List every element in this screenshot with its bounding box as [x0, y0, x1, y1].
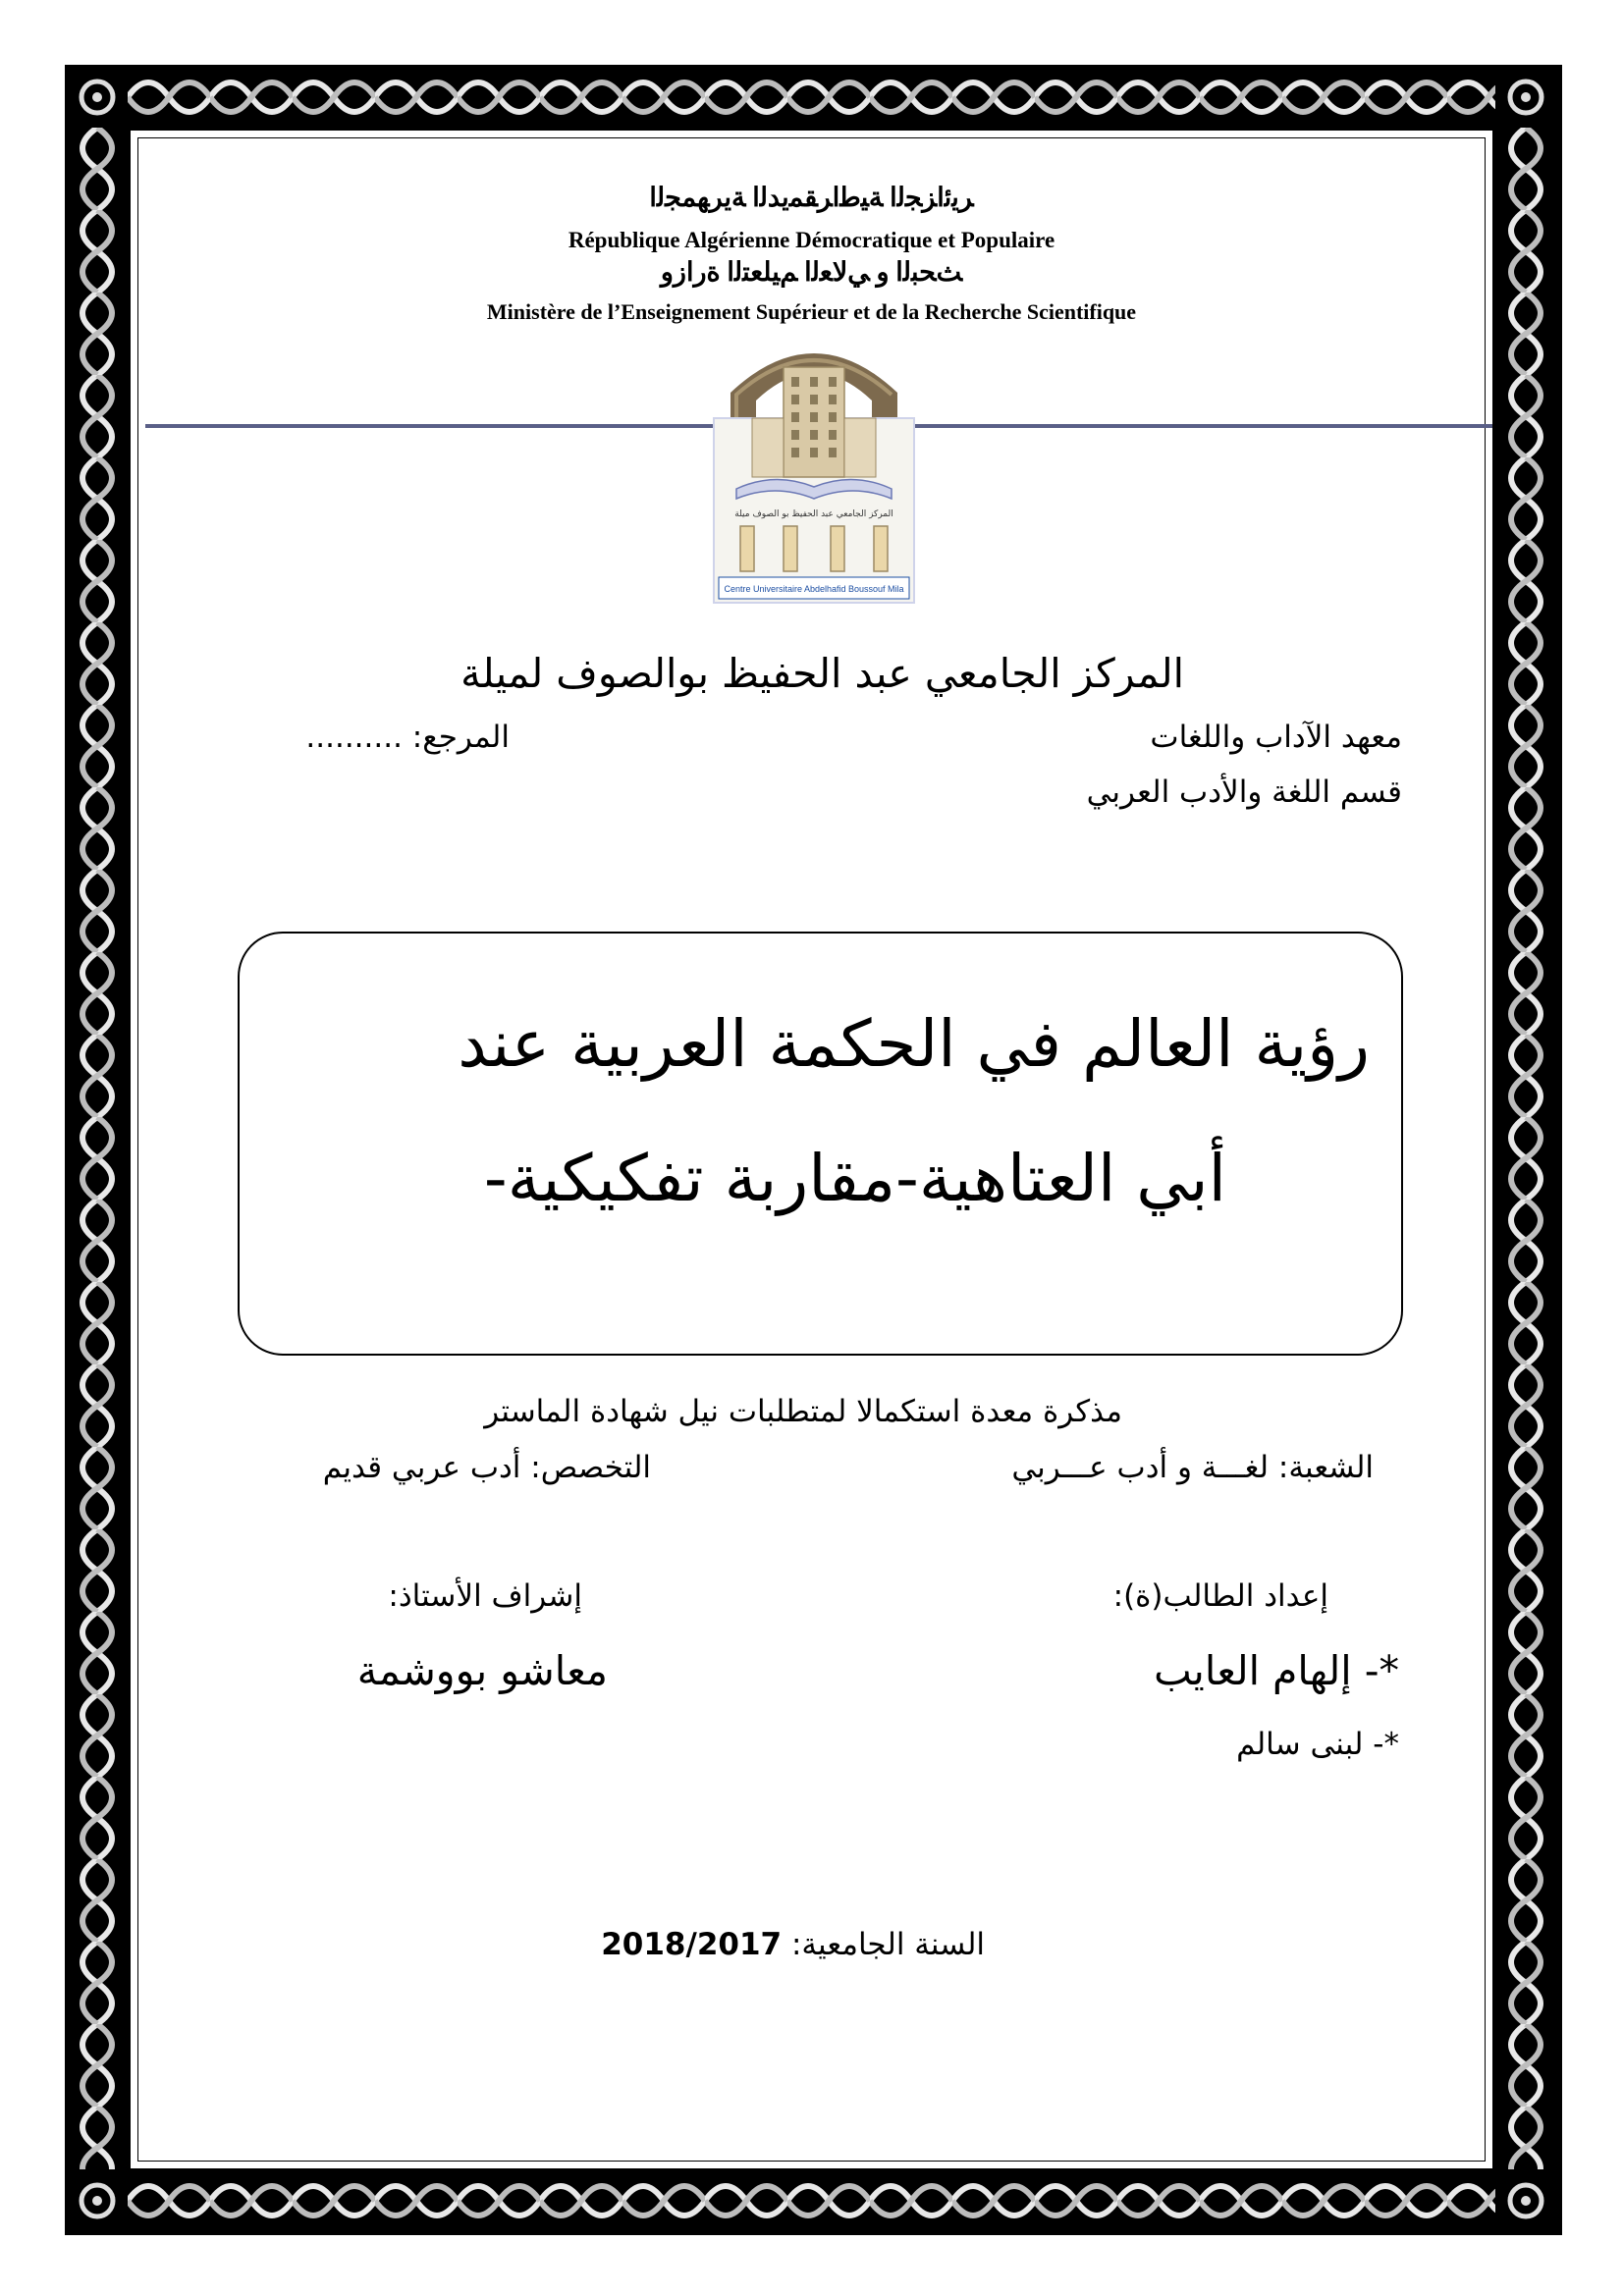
ministry-french: Ministère de l’Enseignement Supérieur et de la Recherche Scientifique [486, 299, 1137, 324]
corner-ornament-icon [1498, 2173, 1553, 2228]
prepared-by-label: إعداد الطالب(ة): [1112, 1578, 1328, 1614]
academic-year [601, 1927, 985, 1962]
specialty-field: التخصص: أدب عربي قديم [322, 1450, 651, 1485]
supervisor-name: معاشو بووشمة [356, 1647, 608, 1694]
supervised-by-label: إشراف الأستاذ: [388, 1578, 582, 1614]
student-name: *- إلهام العايب [1154, 1647, 1399, 1694]
corner-ornament-icon [1498, 70, 1553, 125]
border-chain-right [1501, 128, 1550, 2169]
academic-year-value: 2018/2017 [601, 1927, 783, 1962]
ministry-arabic: ﺚﺤﺒﻟﺍ ﻭ ﻲﻟﺎﻌﻟﺍ ﻢﻴﻠﻌﺘﻟﺍ ﺓﺭﺍﺯﻭ [660, 257, 963, 287]
student-name: *- لبنى سالم [1236, 1727, 1399, 1762]
reference-field: المرجع: .......... [305, 720, 510, 755]
republic-french: République Algérienne Démocratique et Populaire [568, 228, 1055, 252]
republic-arabic: ﺮﻳﺋﺍﺰﺠﻟﺍ ﺔﻴﻃﺍﺮﻘﻤﻳﺪﻟﺍ ﺔﻳﺮﻬﻤﺠﻟﺍ [649, 183, 974, 212]
border-chain-top [128, 73, 1495, 122]
corner-ornament-icon [70, 2173, 125, 2228]
logo-inscription: المركز الجامعي عبد الحفيظ بو الصوف ميلة [734, 509, 893, 519]
academic-year-label: السنة الجامعية: [782, 1927, 985, 1962]
thesis-title-line-1: رؤية العالم في الحكمة العربية عند [458, 1006, 1370, 1082]
border-chain-left [73, 128, 122, 2169]
header-rule-left [145, 424, 713, 428]
center-name: المركز الجامعي عبد الحفيظ بوالصوف لميلة [460, 650, 1184, 697]
border-chain-bottom [128, 2176, 1495, 2225]
branch-field: الشعبة: لغـــة و أدب عـــربي [1011, 1450, 1374, 1485]
memo-description: مذكرة معدة استكمالا لمتطلبات نيل شهادة الماستر [484, 1394, 1122, 1429]
university-logo [713, 324, 915, 605]
logo-caption: Centre Universitaire Abdelhafid Boussouf Mila [724, 584, 904, 594]
header-rule-right [915, 424, 1492, 428]
institute-name: معهد الآداب واللغات [1150, 720, 1402, 755]
department-name: قسم اللغة والأدب العربي [1086, 774, 1402, 810]
thesis-title-line-2: أبي العتاهية-مقاربة تفكيكية- [483, 1141, 1226, 1216]
corner-ornament-icon [70, 70, 125, 125]
